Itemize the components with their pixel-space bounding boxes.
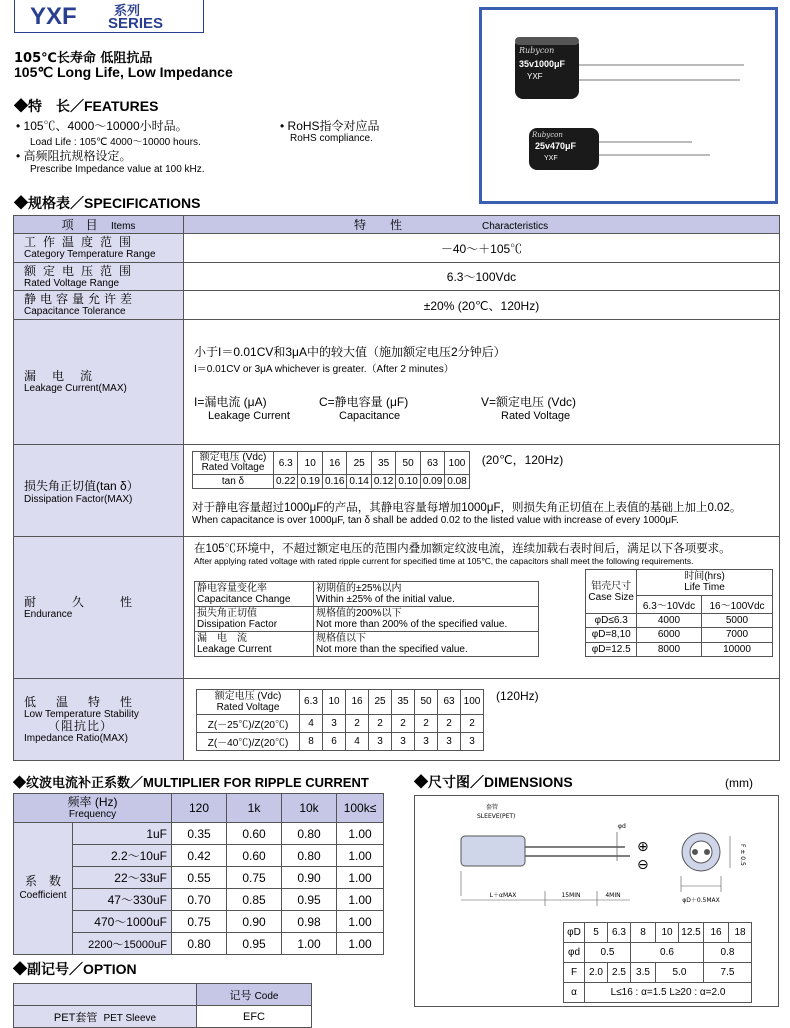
product-photo [479, 7, 778, 204]
tan-note-cn: 对于静电容量超过1000μF的产品，其静电容量每增加1000μF，则损失角正切值在上表值的基础上加上0.02。 [192, 502, 742, 514]
svg-text:25v470μF: 25v470μF [535, 141, 577, 151]
impedance-ratio-table: 额定电压 (Vdc) Rated Voltage 6.3 10 16 25 35 50 63 100 Z(－25℃)/Z(20℃) 4 3 2 2 2 2 2 2 Z(－40℃)/Z(20℃) 8 6 4 3 3 3 3 3 [196, 689, 484, 751]
svg-text:⊕: ⊕ [637, 839, 649, 855]
row-dissipation-value [184, 445, 780, 537]
svg-text:YXF: YXF [544, 155, 558, 162]
row-temp-label: 工作温度范围 Category Temperature Range [14, 234, 184, 263]
series-code: YXF [30, 3, 77, 30]
svg-text:F ± 0.5: F ± 0.5 [739, 844, 746, 866]
lowtemp-cond: (120Hz) [496, 688, 539, 703]
endurance-life-table: 铝壳尺寸 Case Size 时间(hrs) Life Time 6.3～10Vdc 16～100Vdc φD≤6.3 4000 5000 φD=8,10 6000 7000 φD=12.5 8000 10000 [585, 569, 773, 657]
spec-heading: ◆规格表／SPECIFICATIONS [14, 195, 201, 211]
features-heading: ◆特 长／FEATURES [14, 98, 159, 114]
feature-1-cn: • 105℃、4000～10000小时品。 [16, 119, 188, 133]
svg-text:Rubycon: Rubycon [532, 131, 563, 139]
spec-col-items: 项 目 Items [14, 216, 184, 234]
svg-text:4MIN: 4MIN [605, 892, 621, 899]
series-cn: 系列 [114, 4, 141, 19]
dimensions-unit: (mm) [725, 776, 753, 790]
svg-text:SLEEVE(PET): SLEEVE(PET) [477, 813, 516, 820]
feature-2-en: Prescribe Impedance value at 100 kHz. [30, 164, 205, 175]
svg-text:套管: 套管 [485, 804, 499, 811]
row-voltage-label: 额定电压范围 Rated Voltage Range [14, 263, 184, 291]
svg-text:15MIN: 15MIN [561, 892, 581, 899]
spec-col-char: 特 性 Characteristics [184, 216, 780, 234]
feature-3-en: RoHS compliance. [290, 133, 373, 144]
option-table: 记号 Code PET套管 PET Sleeve EFC [13, 983, 312, 1028]
series-en: SERIES [108, 15, 164, 32]
svg-text:35v1000μF: 35v1000μF [519, 59, 566, 69]
row-tolerance-value: ±20% (20℃、120Hz) [184, 291, 780, 320]
ripple-table: 频率 (Hz) Frequency 120 1k 10k 100k≤ 系 数 Coefficient 1uF 0.35 0.60 0.80 1.00 2.2～10uF 0.42 0.60 0.80 1.00 22～33uF 0.55 0.75 0.90 1.00 47～330uF 0.70 0.85 0.95 1.00 470～1000uF 0.75 0.90 0.98 1.00 2200～15000uF 0.80 0.95 1.00 1.00 [13, 793, 384, 955]
svg-text:⊖: ⊖ [637, 857, 649, 873]
svg-text:φd: φd [618, 823, 626, 830]
row-temp-value: －40～＋105℃ [184, 234, 780, 263]
dimensions-heading: ◆尺寸图／DIMENSIONS [414, 774, 573, 790]
row-lowtemp-value [184, 679, 780, 761]
title-cn: 105℃长寿命 低阻抗品 [14, 51, 153, 66]
capacitor-illustration [482, 10, 775, 201]
row-leakage-value: 小于I＝0.01CV和3μA中的较大值（施加额定电压2分钟后） I＝0.01CV or 3μA whichever is greater.（After 2 minutes） I=漏电流 (μA) Leakage Current C=静电容量 (μF) Capacitance V=额定电压 (Vdc) Rated Voltage [184, 320, 780, 445]
tan-note-en: When capacitance is over 1000μF, tan δ shall be added 0.02 to the listed value with increase of every 1000μF. [192, 515, 679, 526]
title-en: 105℃ Long Life, Low Impedance [14, 64, 233, 80]
svg-text:Rubycon: Rubycon [519, 46, 555, 55]
feature-3-cn: • RoHS指令对应品 [280, 119, 380, 133]
row-endurance-label: 耐 久 性 Endurance [14, 537, 184, 679]
dimension-table: φD 5 6.3 8 10 12.5 16 18 φd 0.5 0.6 0.8 F 2.0 2.5 3.5 5.0 7.5 α L≤16 : α=1.5 L≥20 : α=2.0 [563, 922, 752, 1003]
feature-2-cn: • 高频阻抗规格设定。 [16, 149, 132, 163]
tan-delta-table: 额定电压 (Vdc) Rated Voltage 6.3 10 16 25 35 50 63 100 tan δ 0.22 0.19 0.16 0.14 0.12 0.10 0.09 0.08 [192, 451, 470, 489]
option-heading: ◆副记号／OPTION [13, 961, 137, 977]
ripple-heading: ◆纹波电流补正系数／MULTIPLIER FOR RIPPLE CURRENT [13, 775, 369, 790]
spec-table [13, 215, 780, 761]
row-dissipation-label: 损失角正切值(tan δ） Dissipation Factor(MAX) [14, 445, 184, 537]
endurance-req-table: 静电容量变化率 Capacitance Change 初期值的±25%以内 Within ±25% of the initial value. 损失角正切值 Dissipation Factor 规格值的200%以下 Not more than 200% of the specified value. 漏 电 流 Leakage Current 规格值以下 Not more than the specified value. [194, 581, 539, 657]
row-lowtemp-label: 低 温 特 性 Low Temperature Stability （阻抗比） Impedance Ratio(MAX) [14, 679, 184, 761]
row-voltage-value: 6.3～100Vdc [184, 263, 780, 291]
row-leakage-label: 漏 电 流 Leakage Current(MAX) [14, 320, 184, 445]
svg-text:φD＋0.5MAX: φD＋0.5MAX [682, 897, 720, 904]
svg-text:YXF: YXF [527, 72, 543, 81]
row-tolerance-label: 静电容量允许差 Capacitance Tolerance [14, 291, 184, 320]
row-endurance-value: 在105℃环境中，不超过额定电压的范围内叠加额定纹波电流，连续加载右表时间后，满足以下各项要求。 After applying rated voltage with rated ripple current for specified time at 105℃, the capacitors shall meet the following requirements. 静电容量变化率 Capacitance Change 初期值的±25%以内 Within ±25% of the initial value. 损失角正切值 Dissipation Factor 规格值的200%以下 Not more than 200% of the specified value. 漏 电 流 Leakage Current 规格值以下 Not more than the specified value. 铝壳尺寸 Case Size 时间(hrs) Life Time 6.3～10Vdc 16～100Vdc φD≤6.3 4000 5000 φD=8,10 6000 7000 φD=12.5 8000 10000 [184, 537, 780, 679]
svg-text:L＋αMAX: L＋αMAX [489, 892, 517, 899]
tan-cond: (20℃，120Hz) [481, 453, 564, 467]
feature-1-en: Load Life : 105℃ 4000～10000 hours. [30, 137, 201, 148]
